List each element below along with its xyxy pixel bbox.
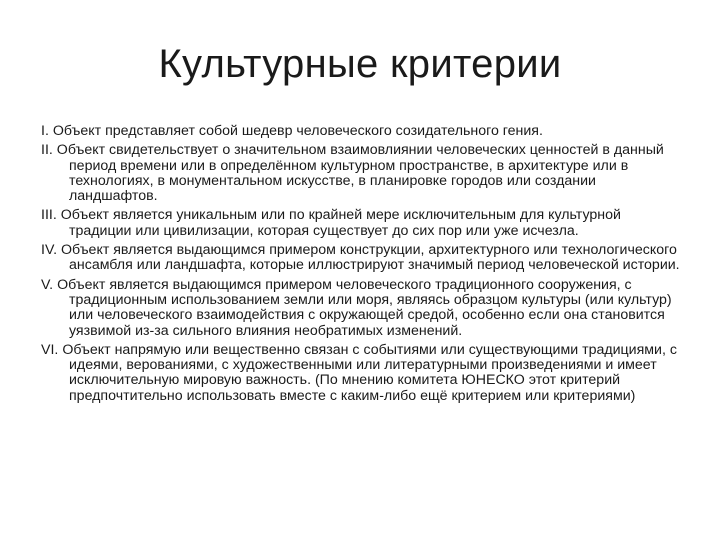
criterion-item-5 [41,278,683,339]
criterion-item-4 [41,243,683,274]
criterion-text: Объект представляет собой шедевр человеческого созидательного гения. [52,123,543,139]
slide-title: Культурные критерии [158,42,562,86]
criterion-numeral: III. [41,207,57,224]
criterion-numeral: V. [41,276,54,293]
criterion-text: Объект свидетельствует о значительном взаимовлиянии человеческих ценностей в данный период времени или в определённом культурном пространстве, в архитектуре или в технологиях, в монументальном искусстве, в планировке городов или создании ландшафтов. [56,142,664,205]
criterion-numeral: II. [41,142,53,159]
criterion-item-1 [41,124,683,139]
criterion-text: Объект является уникальным или по крайней мере исключительным для культурной традиции или цивилизации, которая существует до сих пор или уже исчезла. [60,207,621,239]
criterion-text: Объект является выдающимся примером человеческого традиционного сооружения, с традиционным использованием земли или моря, являясь образцом культуры (или культур) или человеческого взаимодействия с окружающей средой, особенно если она становится уязвимой из-за сильного влияния необратимых изменений. [57,276,672,339]
criterion-item-2 [41,143,683,204]
criterion-numeral: IV. [41,242,58,259]
criterion-text: Объект является выдающимся примером конструкции, архитектурного или технологического ансамбля или ландшафта, которые иллюстрируют значимый период человеческой истории. [61,242,680,274]
criterion-numeral: I. [41,123,49,139]
criteria-list [41,124,683,408]
criterion-item-6 [41,343,683,404]
criterion-text: Объект напрямую или вещественно связан с событиями или существующими традициями, с идеями, верованиями, с художественными или литературными произведениями и имеет исключительную мировую важность. (По мнению комитета ЮНЕСКО этот критерий предпочтительно использовать вместе с каким-либо ещё критерием или критериями) [62,341,677,404]
criterion-numeral: VI. [41,341,59,358]
criterion-item-3 [41,208,683,239]
